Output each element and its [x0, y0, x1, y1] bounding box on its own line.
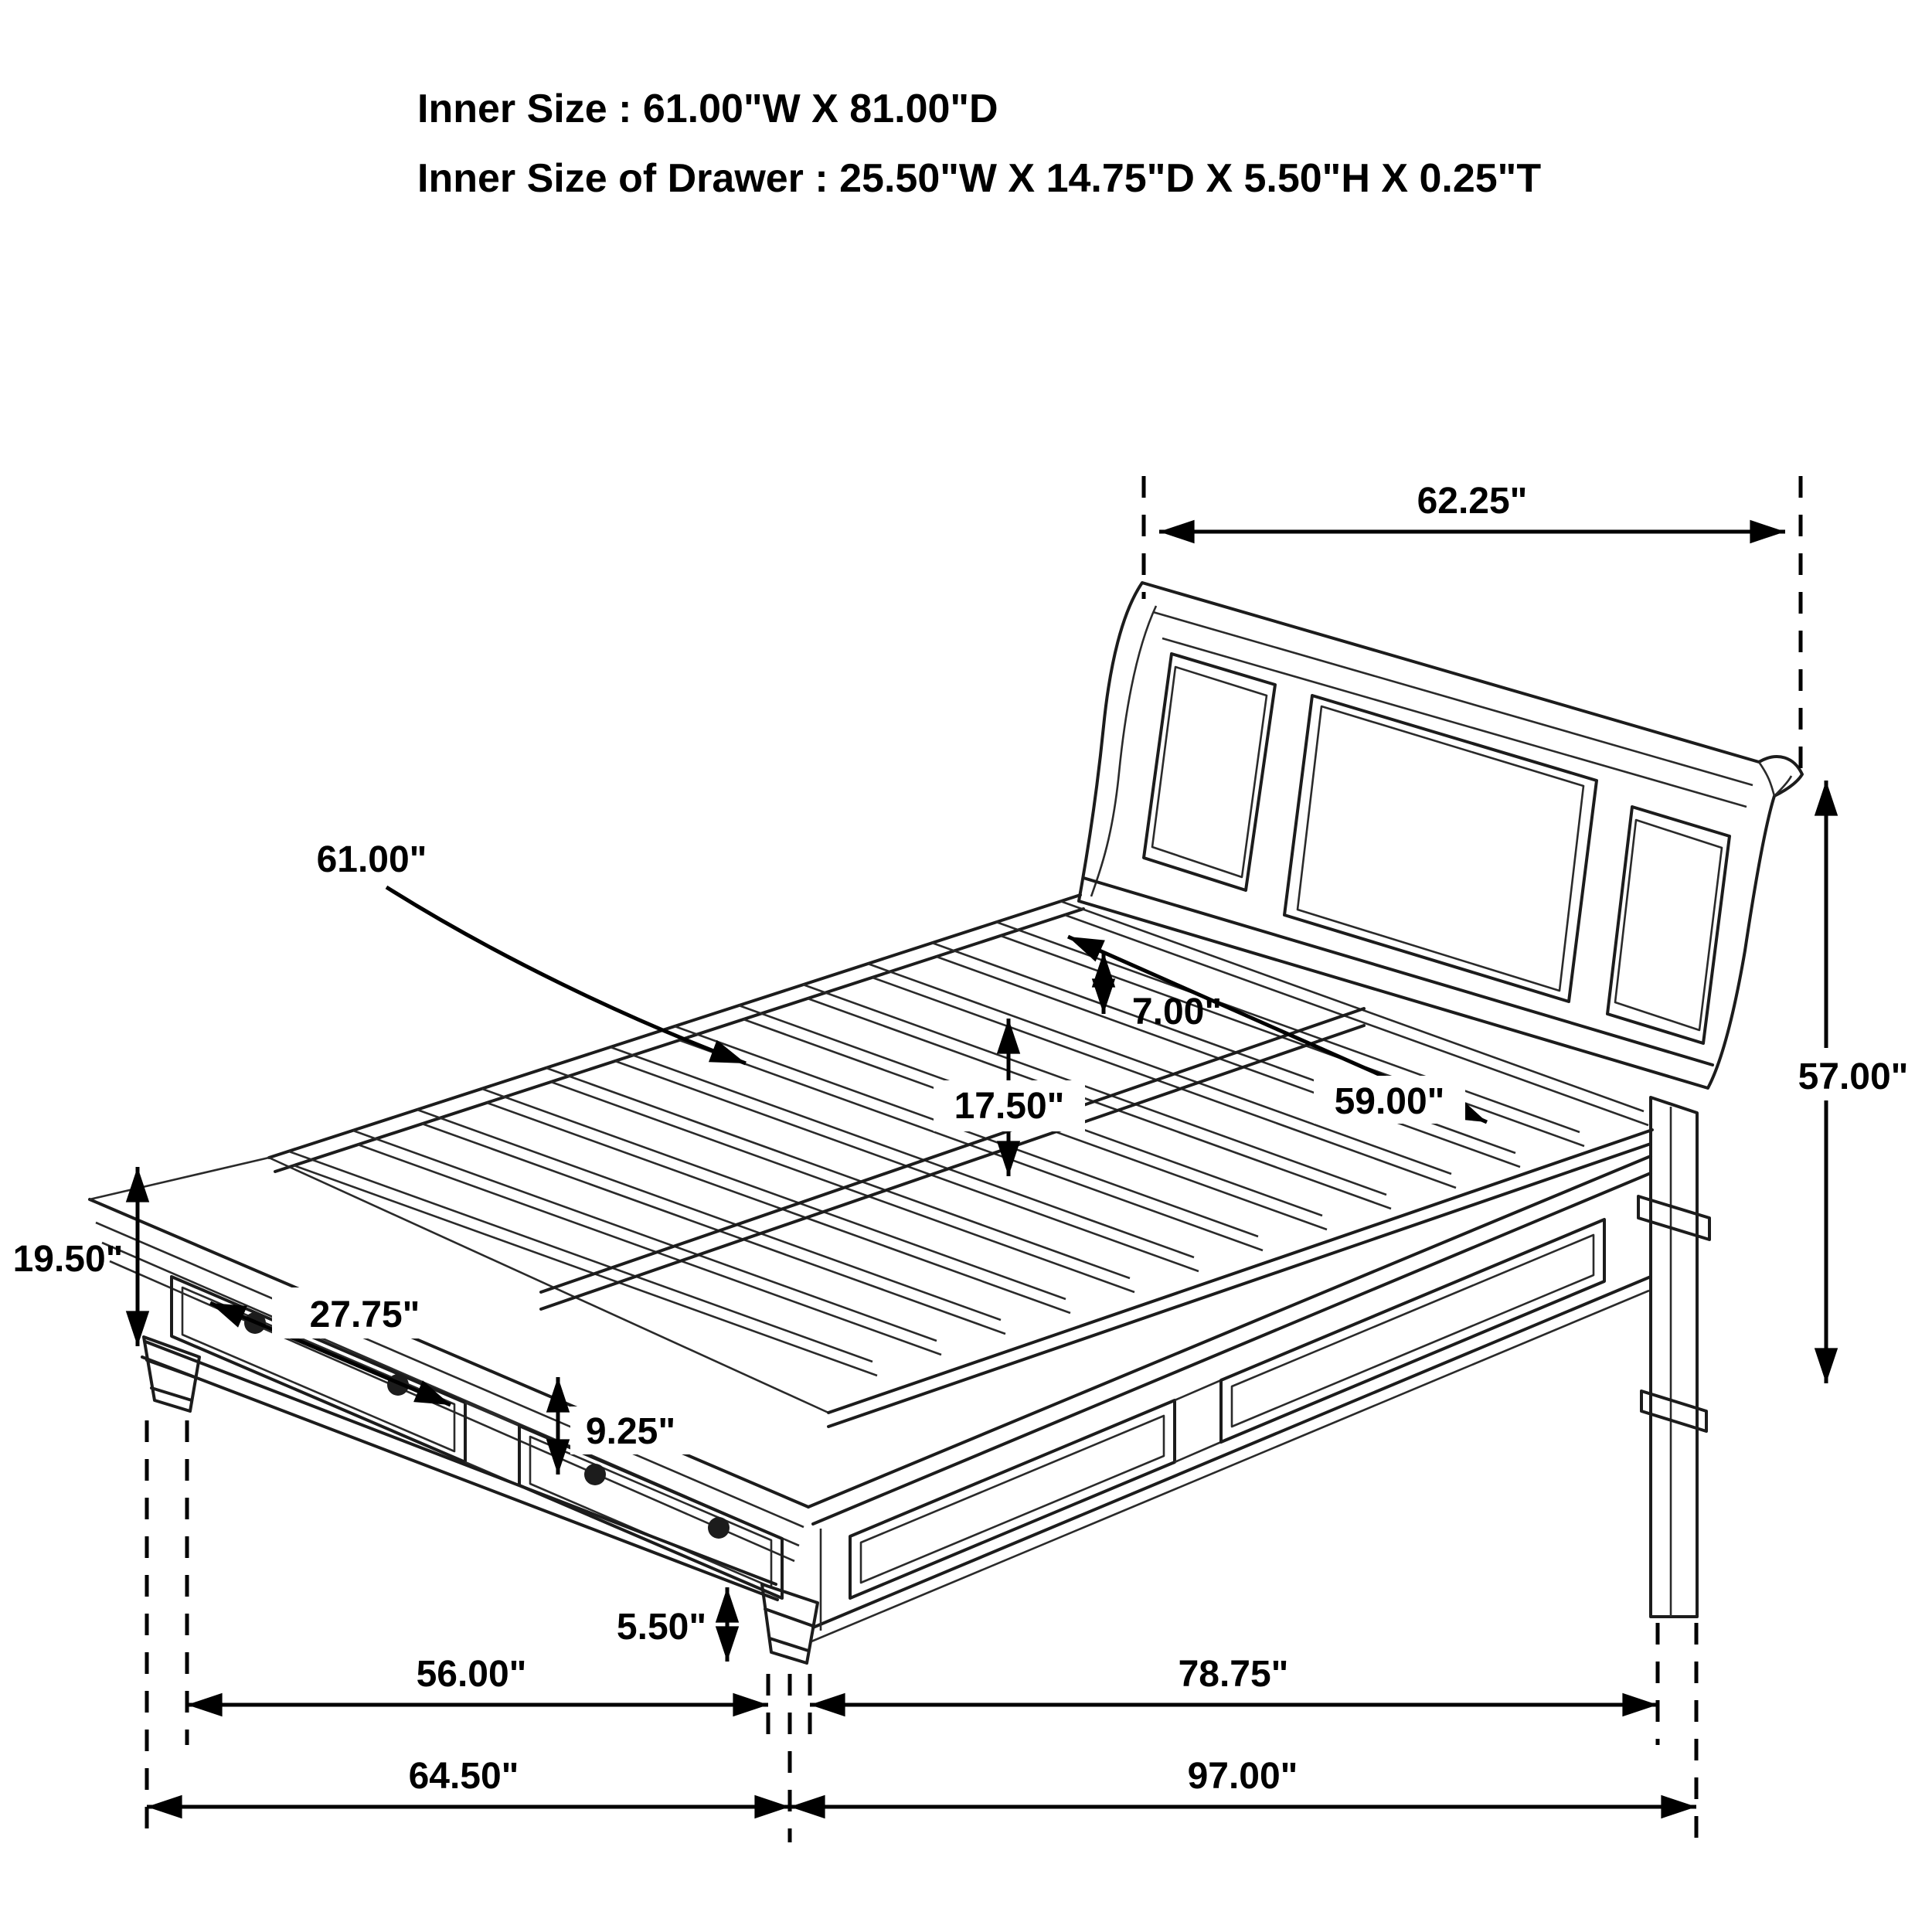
dim-overall-length-label: 97.00"	[1187, 1756, 1298, 1797]
slat	[417, 1110, 1005, 1334]
dim-platform-height-label: 17.50"	[954, 1086, 1065, 1127]
dim-footboard-span-label: 56.00"	[416, 1654, 527, 1695]
rim-left-cap	[90, 1158, 269, 1199]
headboard-center-panel-inner	[1298, 706, 1583, 991]
dim-drawer-width-label: 27.75"	[309, 1294, 420, 1335]
dim-headboard-width-label: 62.25"	[1417, 481, 1528, 522]
slat	[289, 1151, 877, 1376]
drawer-divider	[465, 1403, 519, 1485]
left-foot	[144, 1337, 199, 1411]
right-drawer-inner	[530, 1437, 771, 1587]
dim-side-rail-span	[810, 1654, 1658, 1705]
dim-headboard-height-label: 57.00"	[1798, 1056, 1909, 1097]
footboard-base-molding	[142, 1342, 777, 1600]
dim-footboard-height-label: 19.50"	[12, 1239, 124, 1280]
drawer-knob	[708, 1517, 730, 1539]
rim-front-molding	[96, 1223, 804, 1546]
inner-drawer-size-label: Inner Size of Drawer : 25.50"W X 14.75"D X 5.50"H X 0.25"T	[417, 156, 1542, 201]
drawer-knob	[584, 1464, 606, 1485]
side-panel-rear	[1221, 1219, 1604, 1442]
side-panel-front	[850, 1400, 1175, 1598]
side-rail-bottom-molding	[811, 1291, 1649, 1641]
side-panel-rear-inner	[1232, 1235, 1594, 1427]
dim-drawer-front-height-label: 9.25"	[585, 1411, 676, 1452]
side-rail	[811, 1173, 1651, 1641]
dim-foot-height	[617, 1587, 727, 1662]
slat	[803, 985, 1391, 1209]
footboard	[110, 1261, 818, 1663]
headboard-center-panel	[1284, 696, 1597, 1002]
dim-foot-height-label: 5.50"	[616, 1607, 707, 1648]
dimension-annotations	[13, 476, 1924, 1842]
dim-drawer-front-height	[558, 1377, 692, 1475]
rim-front-edge	[90, 1199, 808, 1507]
dim-platform-height	[934, 1019, 1085, 1176]
dim-footboard-height	[13, 1167, 138, 1346]
dim-side-rail-span-label: 78.75"	[1178, 1654, 1289, 1695]
dim-headboard-panel-width-label: 59.00"	[1334, 1081, 1445, 1122]
headboard-right-panel	[1607, 807, 1730, 1043]
dim-headboard-width	[1159, 481, 1785, 532]
dim-overall-width	[147, 1756, 790, 1807]
dim-overall-length	[790, 1756, 1696, 1807]
dim-headboard-panel-width	[1068, 937, 1487, 1124]
headboard-top-rail-line	[1153, 612, 1753, 807]
dim-headboard-clearance-label: 7.00"	[1131, 992, 1223, 1032]
side-panel-stile	[1175, 1380, 1221, 1462]
headboard-leg	[1651, 1097, 1697, 1617]
headboard-left-panel-inner	[1152, 667, 1267, 877]
dim-slats-width-label: 61.00"	[316, 839, 427, 880]
dim-footboard-span	[187, 1654, 768, 1705]
dim-headboard-height	[1784, 781, 1924, 1383]
headboard-right-panel-inner	[1615, 820, 1722, 1030]
dim-overall-width-label: 64.50"	[408, 1756, 519, 1797]
title-block	[417, 87, 1541, 201]
headboard-leg-rail-cap	[1638, 1196, 1709, 1240]
inner-size-label: Inner Size : 61.00"W X 81.00"D	[417, 87, 998, 131]
side-rail-top-edge	[813, 1173, 1651, 1524]
